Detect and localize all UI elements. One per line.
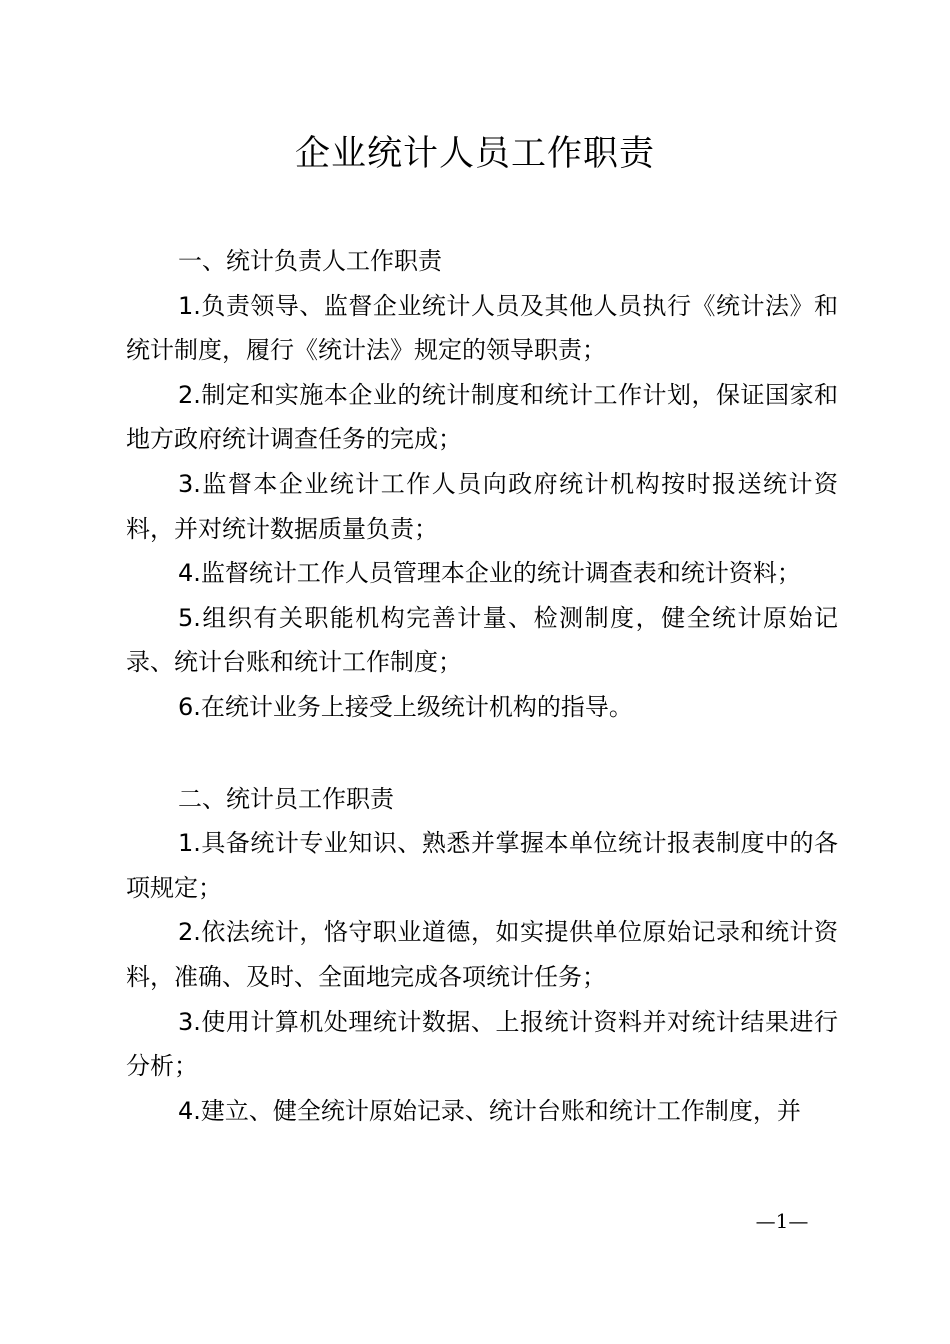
list-item: 2.制定和实施本企业的统计制度和统计工作计划，保证国家和地方政府统计调查任务的完成； [126,380,838,454]
document-body [126,239,838,1133]
list-item: 4.建立、健全统计原始记录、统计台账和统计工作制度，并 [178,1096,801,1125]
list-item: 4.监督统计工作人员管理本企业的统计调查表和统计资料； [178,559,801,588]
list-item: 1.具备统计专业知识、熟悉并掌握本单位统计报表制度中的各项规定； [126,829,838,902]
list-item: 3.使用计算机处理统计数据、上报统计资料并对统计结果进行分析； [126,1007,838,1081]
section-heading: 一、统计负责人工作职责 [178,247,442,275]
page-title: 企业统计人员工作职责 [294,134,655,174]
section-heading: 二、统计员工作职责 [178,784,394,813]
list-item: 3.监督本企业统计工作人员向政府统计机构按时报送统计资料，并对统计数据质量负责； [126,469,838,543]
list-item: 5.组织有关职能机构完善计量、检测制度，健全统计原始记录、统计台账和统计工作制度； [126,603,838,677]
section-spacer [126,730,838,777]
page-number: —1— [755,1209,809,1233]
list-item: 6.在统计业务上接受上级统计机构的指导。 [178,692,633,721]
list-item: 1.负责领导、监督企业统计人员及其他人员执行《统计法》和统计制度，履行《统计法》规定的领导职责； [126,291,838,365]
list-item: 2.依法统计，恪守职业道德，如实提供单位原始记录和统计资料，准确、及时、全面地完成各项统计任务； [126,918,838,991]
